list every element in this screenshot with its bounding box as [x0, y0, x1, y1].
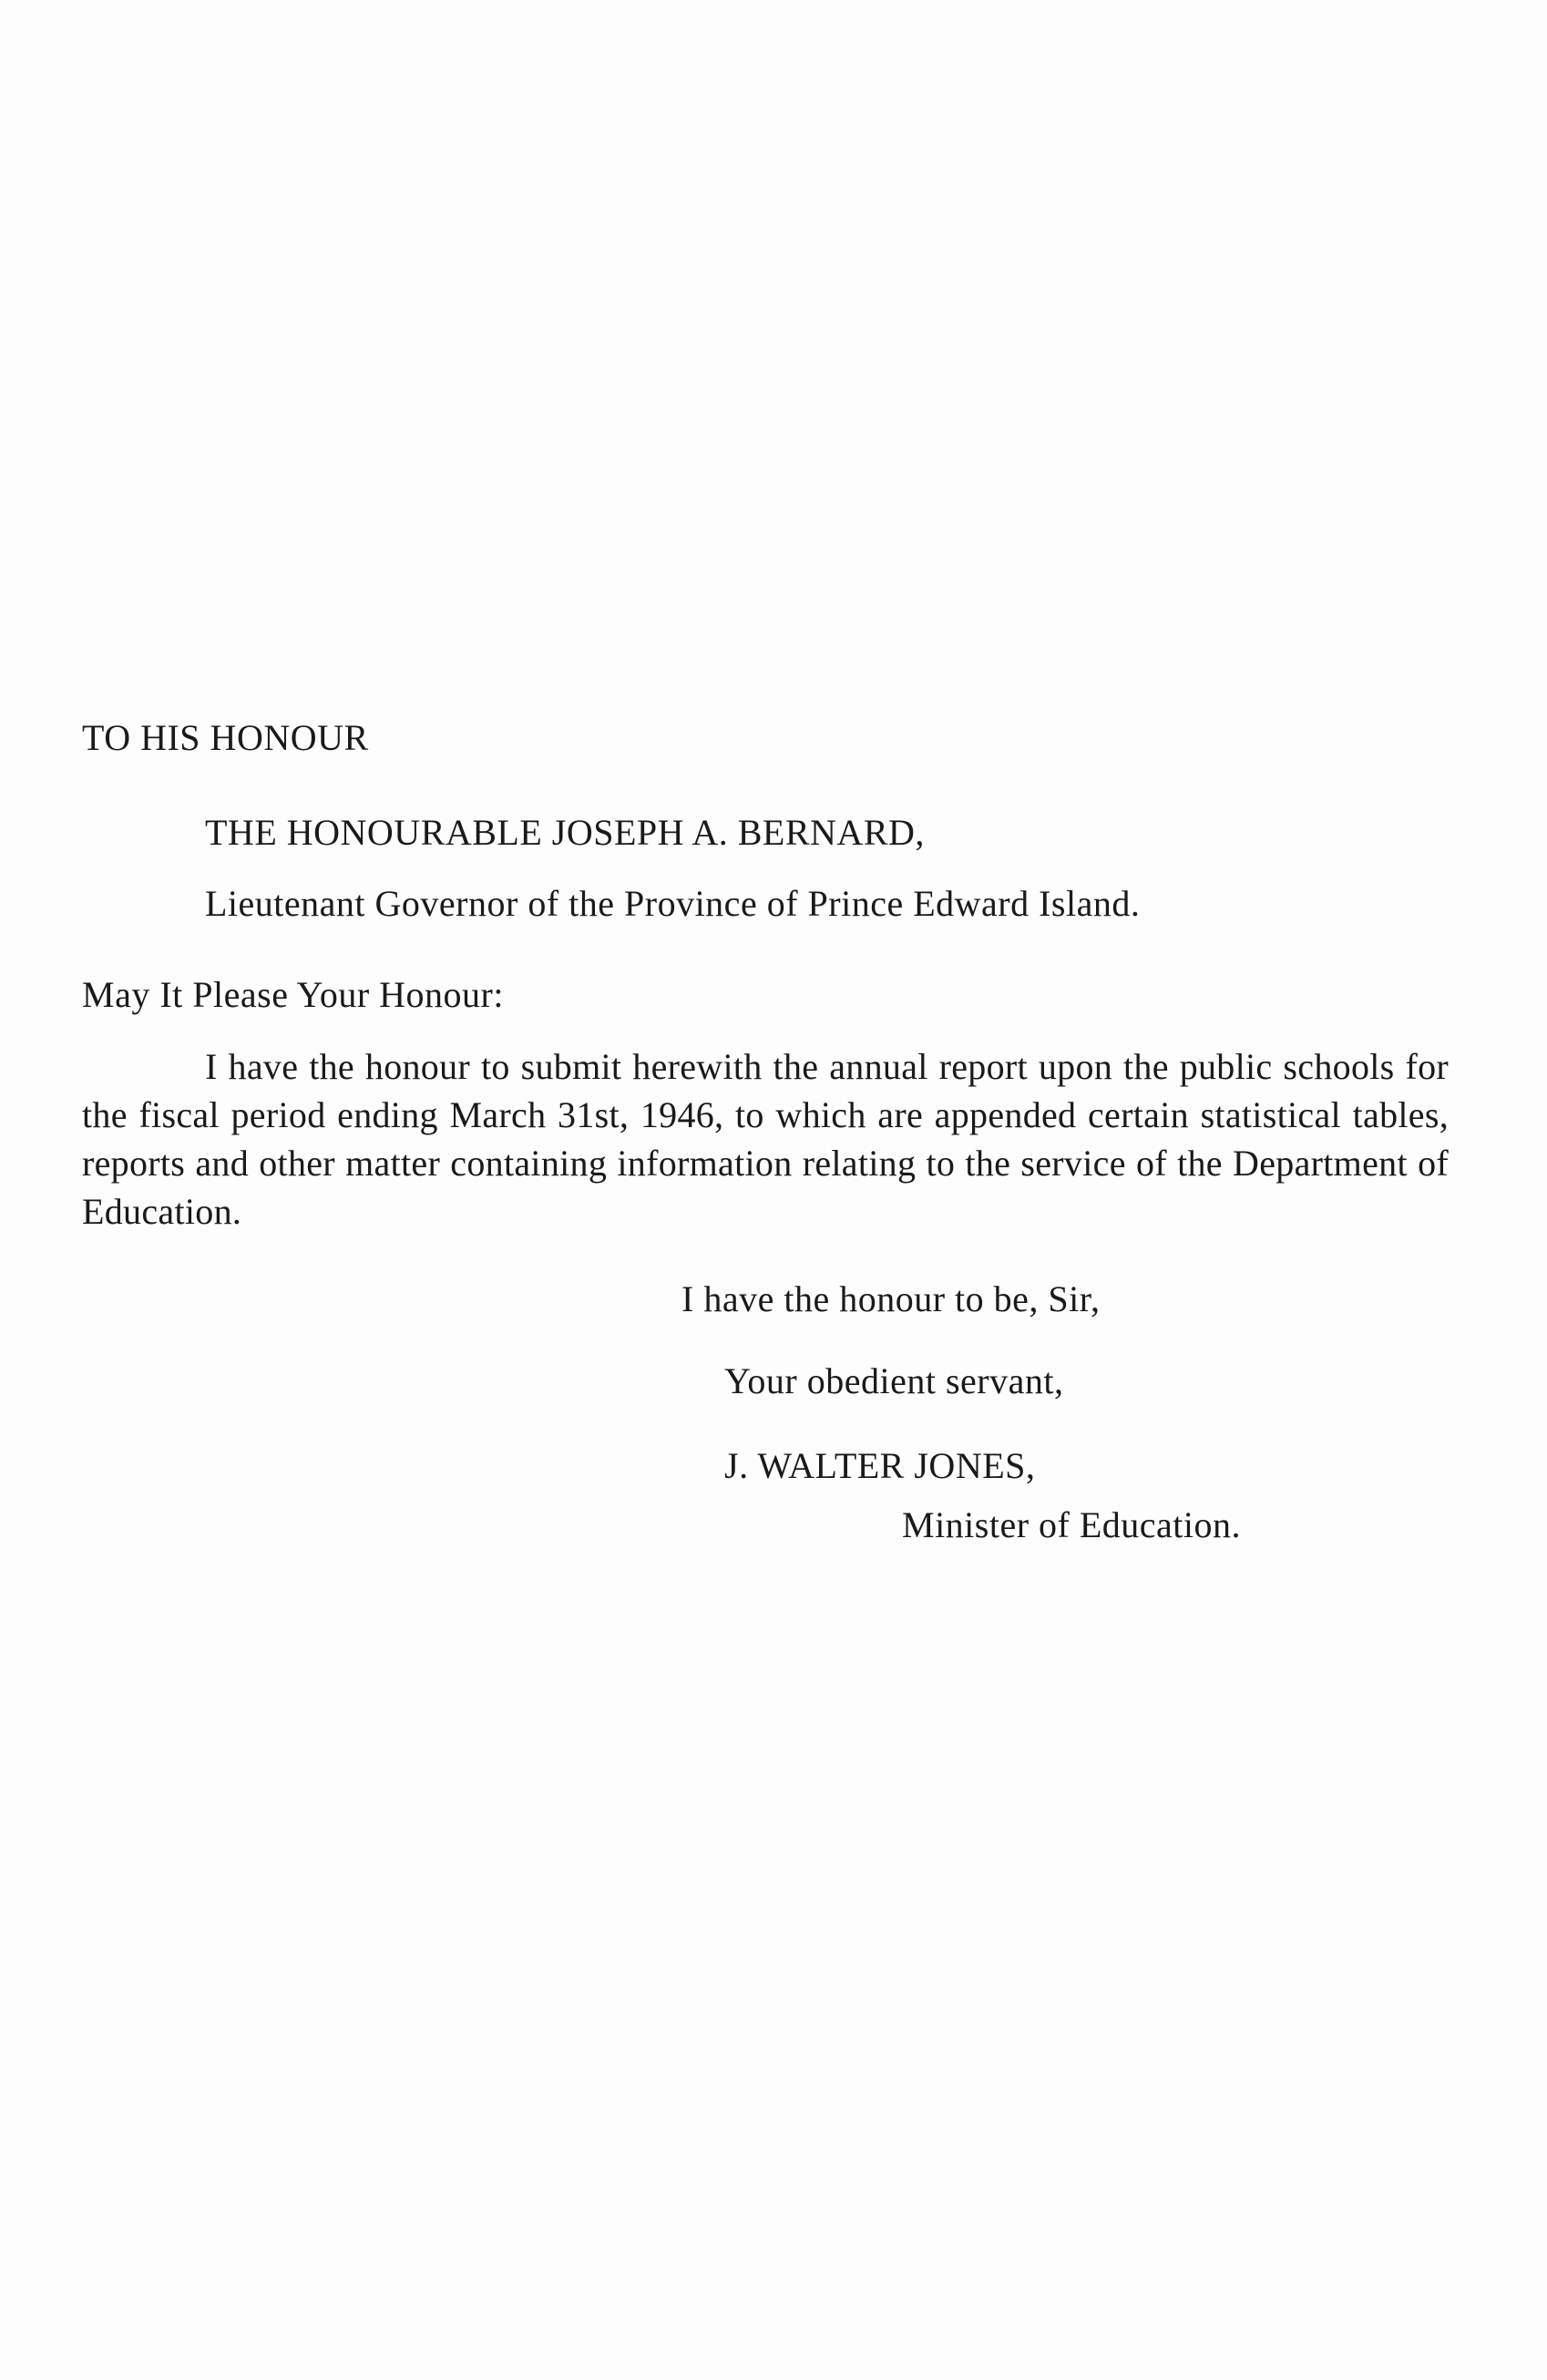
body-paragraph: I have the honour to submit herewith the annual report upon the public schools for the fiscal period ending March 31st, 1946, to which are appended certain statistical tables, reports and other matter containing information relating to the service of the Department of Education. [82, 1046, 1449, 1232]
signatory-title: Minister of Education. [902, 1504, 1242, 1545]
addressee-line: TO HIS HONOUR [82, 717, 369, 758]
recipient-name: THE HONOURABLE JOSEPH A. BERNARD, [205, 812, 925, 853]
closing-line: I have the honour to be, Sir, [681, 1278, 1101, 1319]
salutation: May It Please Your Honour: [82, 974, 504, 1015]
signoff-line: Your obedient servant, [724, 1360, 1064, 1401]
signatory-name: J. WALTER JONES, [724, 1445, 1036, 1486]
recipient-title: Lieutenant Governor of the Province of Prince Edward Island. [205, 883, 1141, 924]
